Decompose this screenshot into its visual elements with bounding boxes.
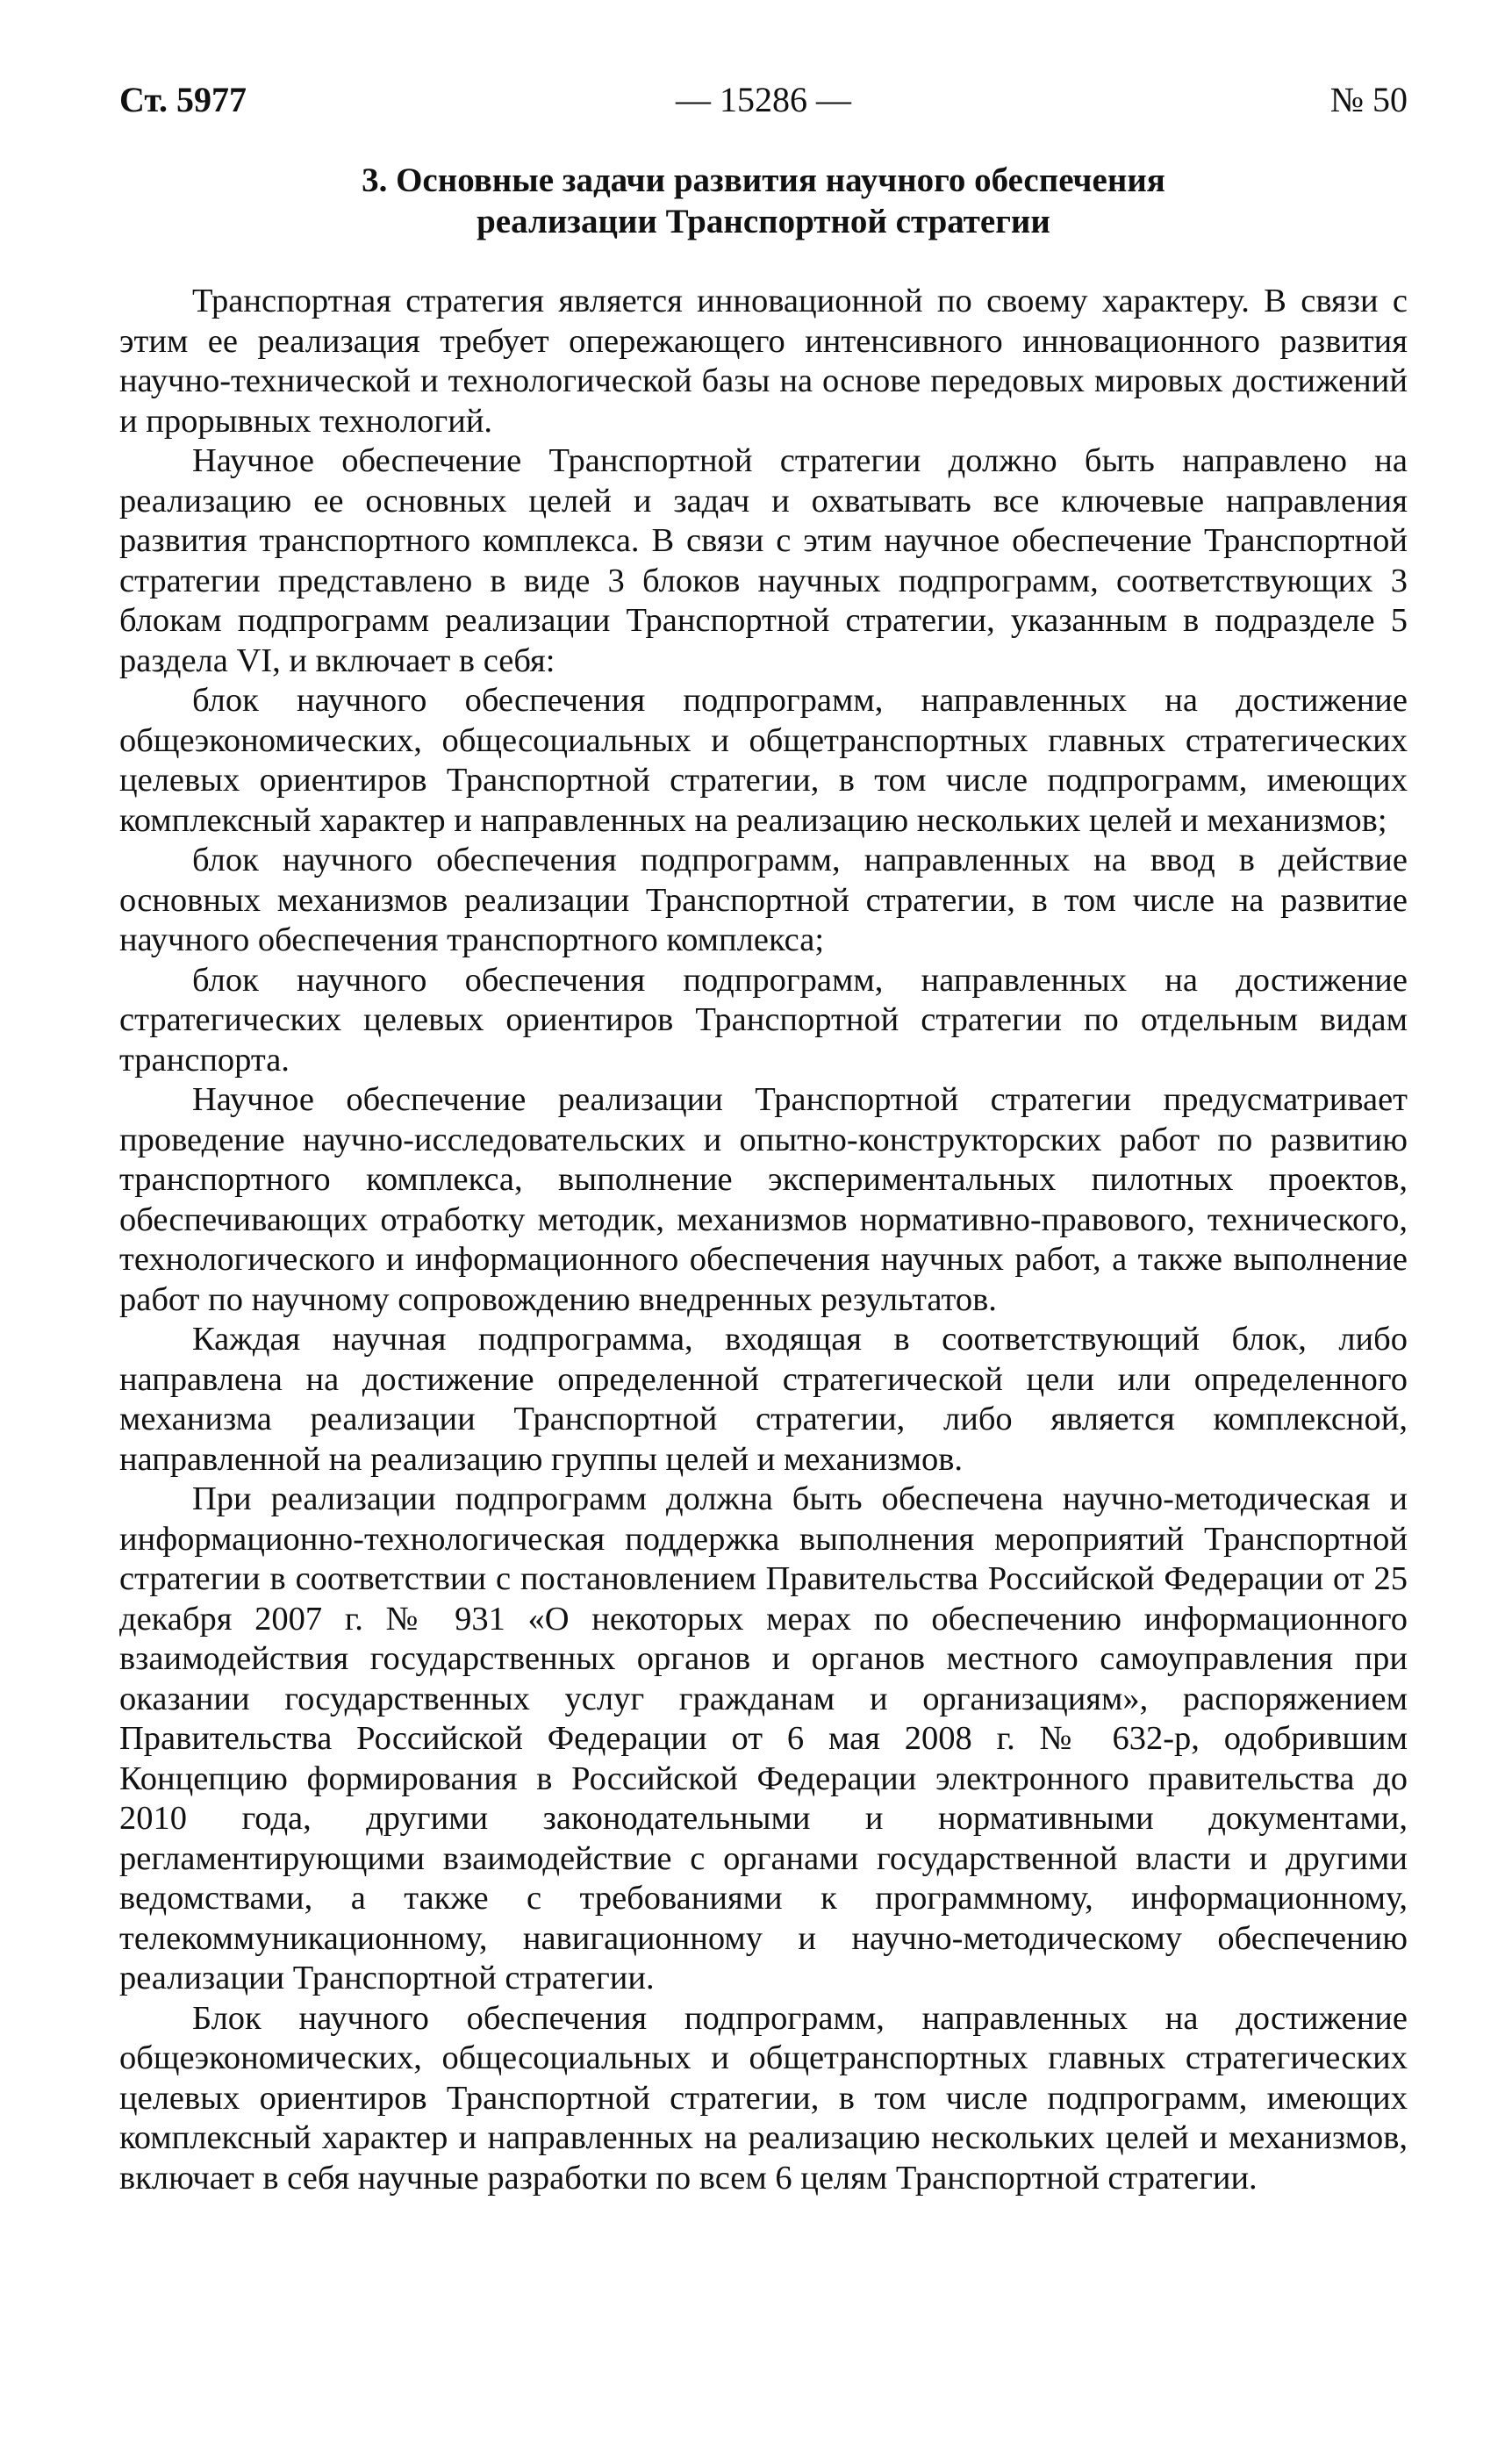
paragraph: Научное обеспечение Транспортной стратегии должно быть направлено на реализацию ее основных целей и задач и охватывать все ключевые направления развития транспортного комплекса. В связи с этим научное обеспечение Транспортной стратегии представлено в виде 3 блоков научных подпрограмм, соответствующих 3 блокам подпрограмм реализации Транспортной стратегии, указанным в подразделе 5 раздела VI, и включает в себя: bbox=[119, 442, 1408, 679]
paragraph: Блок научного обеспечения подпрограмм, направленных на достижение общеэкономических, общесоциальных и общетранспортных главных стратегических целевых ориентиров Транспортной стратегии, в том числе подпрограмм, имеющих комплексный характер и направленных на реализацию нескольких целей и механизмов, включает в себя научные разработки по всем 6 целям Транспортной стратегии. bbox=[119, 1999, 1408, 2197]
section-title-line-2: реализации Транспортной стратегии bbox=[477, 203, 1050, 240]
paragraph: Научное обеспечение реализации Транспортной стратегии предусматривает проведение научно-исследовательских и опытно-конструкторских работ по развитию транспортного комплекса, выполнение экспериментальных пилотных проектов, обеспечивающих отработку методик, механизмов нормативно-правового, технического, технологического и информационного обеспечения научных работ, а также выполнение работ по научному сопровождению внедренных результатов. bbox=[119, 1081, 1408, 1318]
paragraph: блок научного обеспечения подпрограмм, направленных на достижение стратегических целевых ориентиров Транспортной стратегии по отдельным видам транспорта. bbox=[119, 961, 1408, 1079]
body-text bbox=[119, 282, 1408, 2198]
paragraph: При реализации подпрограмм должна быть обеспечена научно-методическая и информационно-технологическая поддержка выполнения мероприятий Транспортной стратегии в соответствии с постановлением Правительства Российской Федерации от 25 декабря 2007 г. № 931 «О некоторых мерах по обеспечению информационного взаимодействия государственных органов и органов местного самоуправления при оказании государственных услуг гражданам и организациям», распоряжением Правительства Российской Федерации от 6 мая 2008 г. № 632-р, одобрившим Концепцию формирования в Российской Федерации электронного правительства до 2010 года, другими законодательными и нормативными документами, регламентирующими взаимодействие с органами государственной власти и другими ведомствами, а также с требованиями к программному, информационному, телекоммуникационному, навигационному и научно-методическому обеспечению реализации Транспортной стратегии. bbox=[119, 1480, 1408, 1996]
document-page bbox=[119, 81, 1408, 2198]
section-title-line-1: 3. Основные задачи развития научного обеспечения bbox=[362, 161, 1165, 199]
article-number: Ст. 5977 bbox=[119, 80, 247, 119]
paragraph: Транспортная стратегия является инновационной по своему характеру. В связи с этим ее реализация требует опережающего интенсивного инновационного развития научно-технической и технологической базы на основе передовых мировых достижений и прорывных технологий. bbox=[119, 283, 1408, 440]
paragraph: блок научного обеспечения подпрограмм, направленных на достижение общеэкономических, общесоциальных и общетранспортных главных стратегических целевых ориентиров Транспортной стратегии, в том числе подпрограмм, имеющих комплексный характер и направленных на реализацию нескольких целей и механизмов; bbox=[119, 682, 1408, 839]
issue-number: № 50 bbox=[1329, 80, 1408, 119]
paragraph: Каждая научная подпрограмма, входящая в соответствующий блок, либо направлена на достижение определенной стратегической цели или определенного механизма реализации Транспортной стратегии, либо является комплексной, направленной на реализацию группы целей и механизмов. bbox=[119, 1321, 1408, 1478]
section-title bbox=[119, 160, 1408, 242]
page-header bbox=[119, 81, 1408, 133]
paragraph: блок научного обеспечения подпрограмм, направленных на ввод в действие основных механизмов реализации Транспортной стратегии, в том числе на развитие научного обеспечения транспортного комплекса; bbox=[119, 842, 1408, 958]
page-number: — 15286 — bbox=[676, 80, 851, 119]
